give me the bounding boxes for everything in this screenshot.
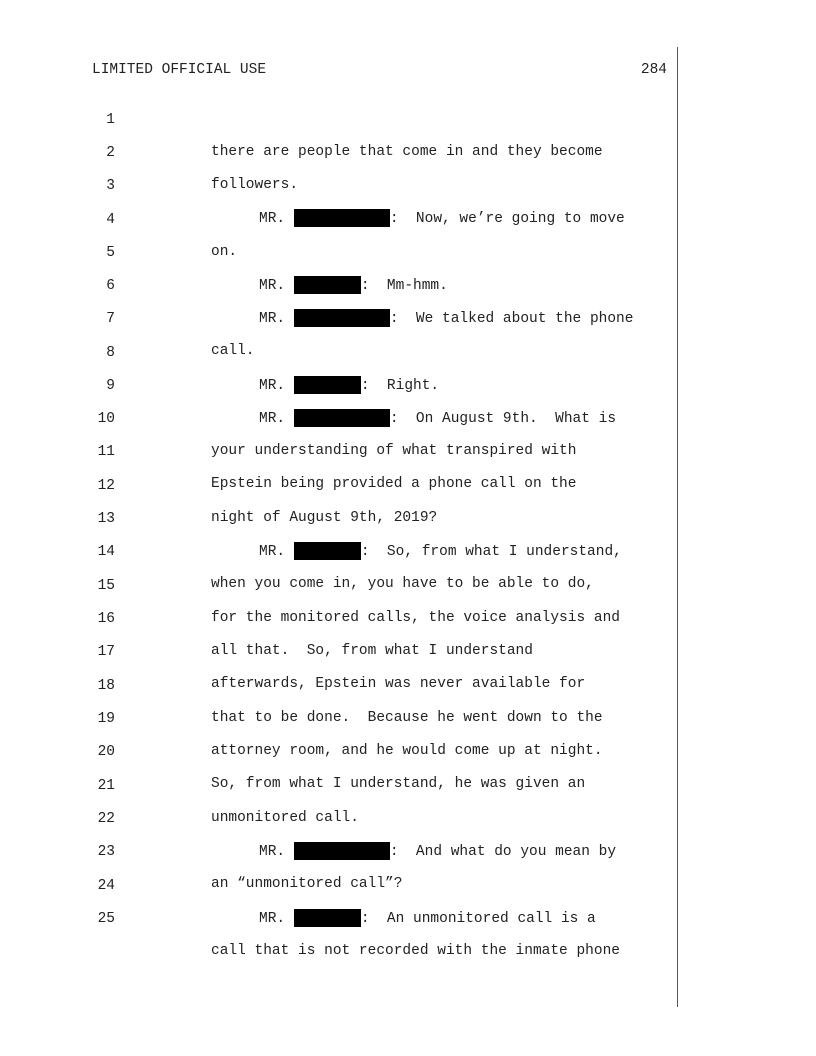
classification-header: LIMITED OFFICIAL USE: [92, 62, 267, 78]
line-number: 21: [97, 778, 115, 794]
line-number: 7: [106, 311, 115, 327]
speaker-prefix: MR.: [259, 277, 294, 294]
line-number: 9: [106, 378, 115, 394]
line-number: 20: [97, 744, 115, 760]
line-number: 14: [97, 544, 115, 560]
line-number: 18: [97, 678, 115, 694]
speaker-prefix: MR.: [259, 410, 294, 427]
line-number: 24: [97, 878, 115, 894]
line-number: 4: [106, 212, 115, 228]
speaker-prefix: MR.: [259, 210, 294, 227]
line-text: unmonitored call.: [211, 810, 359, 826]
line-number: 8: [106, 345, 115, 361]
speaker-statement: : An unmonitored call is a: [360, 910, 596, 927]
line-number: 12: [97, 478, 115, 494]
line-text: call that is not recorded with the inmate phone: [211, 943, 620, 959]
line-text: an “unmonitored call”?: [211, 876, 403, 892]
line-text: all that. So, from what I understand: [211, 643, 533, 659]
line-text: on.: [211, 244, 238, 260]
line-number: 11: [97, 444, 115, 460]
line-number: 16: [97, 611, 115, 627]
speaker-statement: : On August 9th. What is: [389, 410, 617, 427]
line-text: when you come in, you have to be able to do,: [211, 576, 594, 592]
speaker-statement: : Mm-hmm.: [360, 277, 448, 294]
speaker-prefix: MR.: [259, 843, 294, 860]
line-number: 25: [97, 911, 115, 927]
line-number: 19: [97, 711, 115, 727]
line-number: 3: [106, 178, 115, 194]
line-number: 22: [97, 811, 115, 827]
line-number: 5: [106, 245, 115, 261]
line-number: 6: [106, 278, 115, 294]
line-number: 23: [97, 844, 115, 860]
speaker-prefix: MR.: [259, 543, 294, 560]
transcript-line: [0, 96, 676, 160]
line-text: there are people that come in and they become: [211, 144, 603, 160]
line-number: 1: [106, 112, 115, 128]
line-text: followers.: [211, 177, 299, 193]
speaker-statement: : So, from what I understand,: [360, 543, 622, 560]
speaker-prefix: MR.: [259, 377, 294, 394]
line-text: attorney room, and he would come up at night.: [211, 743, 603, 759]
speaker-prefix: MR.: [259, 310, 294, 327]
right-margin-rule: [677, 47, 678, 1007]
line-number: 17: [97, 644, 115, 660]
line-text: night of August 9th, 2019?: [211, 510, 438, 526]
line-text: call.: [211, 343, 255, 359]
line-text: that to be done. Because he went down to the: [211, 710, 603, 726]
line-text: your understanding of what transpired with: [211, 443, 577, 459]
line-text: So, from what I understand, he was given an: [211, 776, 586, 792]
line-number: 15: [97, 578, 115, 594]
page-number: 284: [640, 62, 667, 78]
speaker-statement: : We talked about the phone: [389, 310, 634, 327]
line-number: 13: [97, 511, 115, 527]
speaker-statement: : Right.: [360, 377, 440, 394]
speaker-statement: : And what do you mean by: [389, 843, 617, 860]
line-number: 2: [106, 145, 115, 161]
speaker-statement: : Now, we’re going to move: [389, 210, 625, 227]
line-text: afterwards, Epstein was never available for: [211, 676, 586, 692]
line-text: for the monitored calls, the voice analysis and: [211, 610, 620, 626]
line-number: 10: [97, 411, 115, 427]
line-text: Epstein being provided a phone call on the: [211, 476, 577, 492]
speaker-prefix: MR.: [259, 910, 294, 927]
